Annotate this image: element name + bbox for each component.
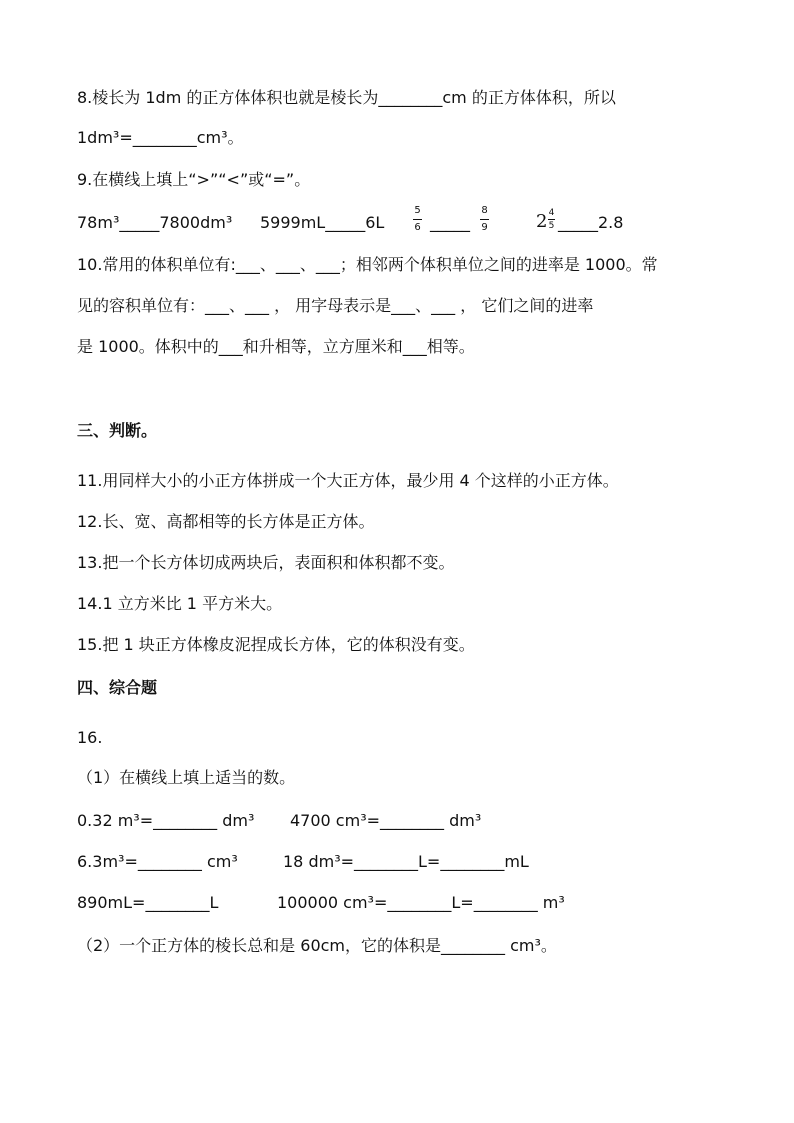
q9-item-b: 5999mL_____6L [260, 213, 385, 232]
q9-item-d-rest: _____2.8 [558, 213, 624, 232]
fraction-bar [548, 219, 555, 220]
mixed-whole: 2 [536, 211, 548, 232]
q16-row3-b: 100000 cm³=________L=________ m³ [277, 893, 565, 912]
fraction-denominator: 6 [414, 222, 421, 233]
fraction-denominator: 9 [481, 222, 488, 233]
q10-line1: 10.常用的体积单位有:___、___、___；相邻两个体积单位之间的进率是 1000。常 [77, 255, 658, 274]
q16-part1-title: （1）在横线上填上适当的数。 [77, 768, 296, 787]
section3-heading: 三、判断。 [77, 421, 158, 440]
q16-row2-a: 6.3m³=________ cm³ [77, 852, 238, 871]
fraction-numerator: 5 [414, 205, 421, 216]
fraction-bar [413, 219, 422, 220]
q11: 11.用同样大小的小正方体拼成一个大正方体，最少用 4 个这样的小正方体。 [77, 471, 619, 490]
q9-item-c-blank: _____ [430, 213, 470, 232]
q13: 13.把一个长方体切成两块后，表面积和体积都不变。 [77, 553, 455, 572]
fraction-numerator: 8 [481, 205, 488, 216]
q9-item-a: 78m³_____7800dm³ [77, 213, 233, 232]
q14: 14.1 立方米比 1 平方米大。 [77, 594, 283, 613]
q16-row1-a: 0.32 m³=________ dm³ [77, 811, 255, 830]
fraction-numerator: 4 [548, 208, 555, 218]
q9-item-c-fraction-1 [413, 205, 422, 234]
q16-row2-b: 18 dm³=________L=________mL [283, 852, 529, 871]
q16-row3-a: 890mL=________L [77, 893, 219, 912]
fraction-bar [480, 219, 489, 220]
q10-line3: 是 1000。体积中的___和升相等，立方厘米和___相等。 [77, 337, 475, 356]
q8-line1: 8.棱长为 1dm 的正方体体积也就是棱长为________cm 的正方体体积，所以 [77, 88, 616, 107]
q10-line2: 见的容积单位有：___、___ ， 用字母表示是___、___ ， 它们之间的进率 [77, 296, 594, 315]
q16-row1-b: 4700 cm³=________ dm³ [290, 811, 482, 830]
section4-heading: 四、综合题 [77, 678, 158, 697]
q12: 12.长、宽、高都相等的长方体是正方体。 [77, 512, 375, 531]
q16-label: 16. [77, 728, 103, 747]
q16-part2: （2）一个正方体的棱长总和是 60cm，它的体积是________ cm³。 [77, 936, 557, 955]
mixed-fraction [548, 208, 555, 231]
q9-item-c-fraction-2 [480, 205, 489, 234]
q9-item-d-mixed-number [536, 208, 555, 232]
q15: 15.把 1 块正方体橡皮泥捏成长方体，它的体积没有变。 [77, 635, 475, 654]
fraction-denominator: 5 [548, 221, 555, 231]
q9-title: 9.在横线上填上“>”“<”或“=”。 [77, 170, 311, 189]
q8-line2: 1dm³=________cm³。 [77, 128, 244, 147]
